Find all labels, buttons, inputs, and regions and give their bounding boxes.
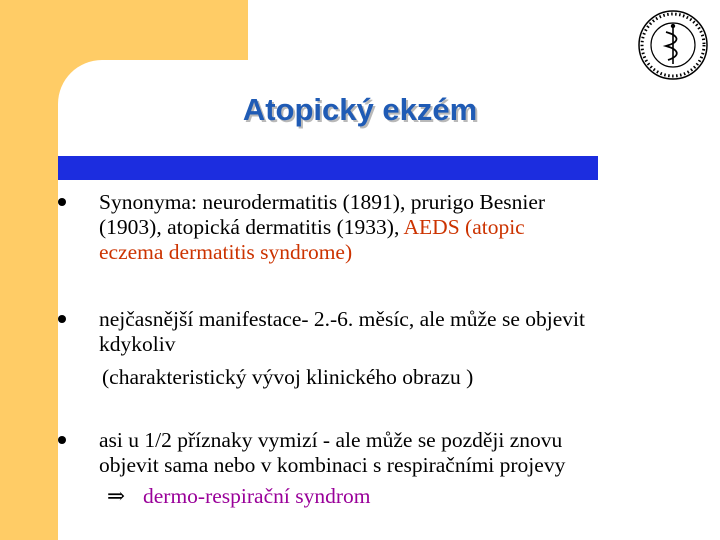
text-line <box>99 484 679 509</box>
implies-arrow-icon: ⇒ <box>107 484 126 508</box>
text-line: (charakteristický vývoj klinického obrazu ) <box>102 365 474 389</box>
text-line: objevit sama nebo v kombinaci s respiračními projevy <box>99 453 566 477</box>
highlight-aeds-continued: eczema dermatitis syndrome) <box>99 240 353 264</box>
bullet-text-manifestation <box>99 307 679 390</box>
bullet-marker <box>58 198 66 206</box>
highlight-aeds: AEDS (atopic <box>403 215 525 239</box>
bullet-text-synonyms <box>99 190 679 265</box>
bullet-marker <box>58 436 66 444</box>
text-line: nejčasnější manifestace- 2.-6. měsíc, ale může se objevit <box>99 307 585 331</box>
text-segment: (1903), atopická dermatitis (1933), <box>99 215 404 239</box>
bullet-marker <box>58 315 66 323</box>
text-line: kdykoliv <box>99 332 176 356</box>
text-line: Synonyma: neurodermatitis (1891), prurigo Besnier <box>99 190 546 214</box>
title-underline-bar <box>58 156 598 180</box>
university-seal-logo <box>636 8 710 82</box>
slide-title: Atopický ekzém <box>242 92 478 127</box>
highlight-syndrome: dermo-respirační syndrom <box>143 484 371 508</box>
text-line <box>99 215 679 240</box>
text-line: asi u 1/2 příznaky vymizí - ale může se později znovu <box>99 428 563 452</box>
bullet-text-remission <box>99 428 679 509</box>
